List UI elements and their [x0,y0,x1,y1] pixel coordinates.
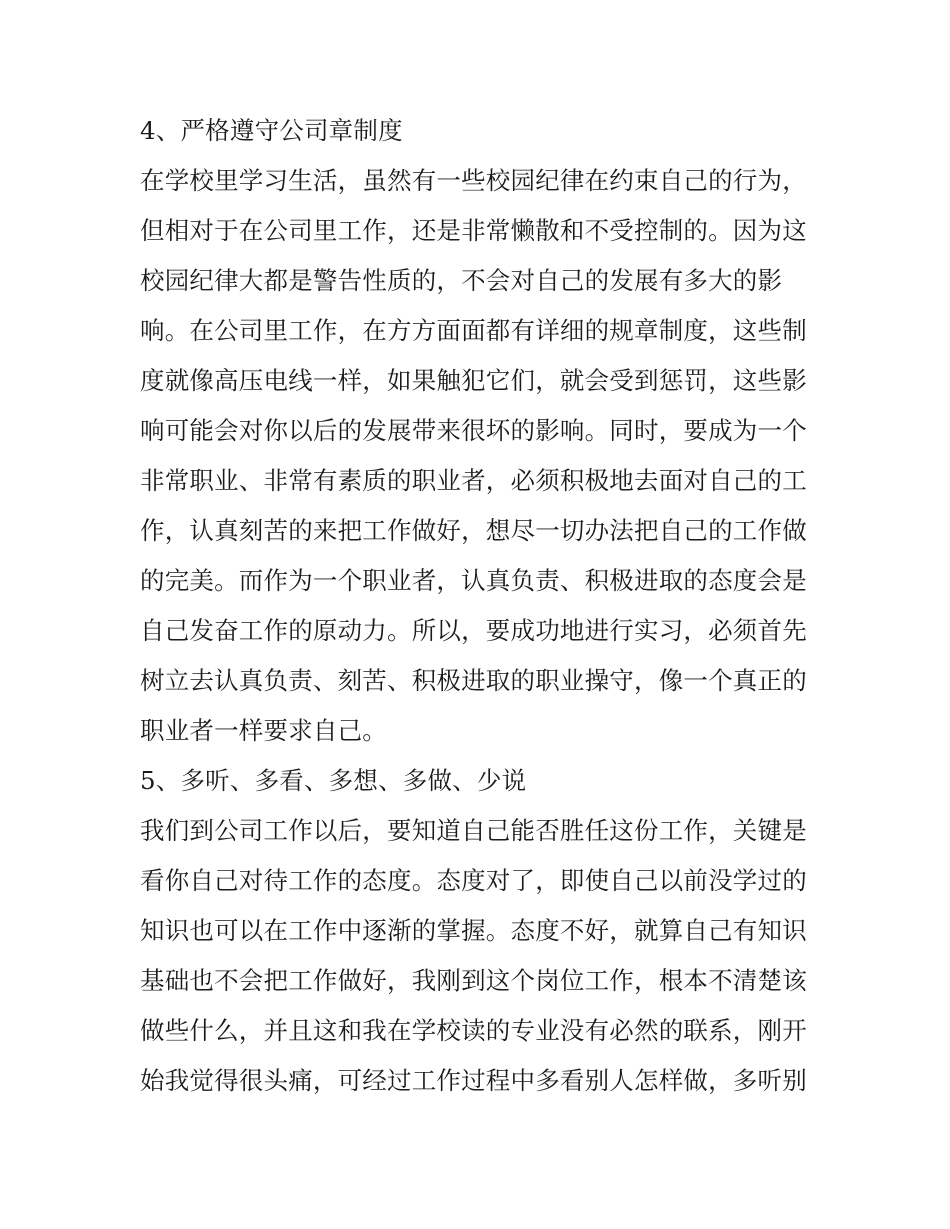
paragraph-line: 始我觉得很头痛，可经过工作过程中多看别人怎样做，多听别 [140,1066,807,1095]
paragraph-line: 职业者一样要求自己。 [140,716,387,745]
paragraph-line: 做些什么，并且这和我在学校读的专业没有必然的联系，刚开 [140,1016,807,1045]
document-body [140,106,820,1106]
paragraph-line: 非常职业、非常有素质的职业者，必须积极地去面对自己的工 [140,466,807,495]
paragraph-line: 在学校里学习生活，虽然有一些校园纪律在约束自己的行为， [140,166,807,195]
paragraph-line: 的完美。而作为一个职业者，认真负责、积极进取的态度会是 [140,566,807,595]
paragraph-line: 作，认真刻苦的来把工作做好，想尽一切办法把自己的工作做 [140,516,807,545]
paragraph-line: 树立去认真负责、刻苦、积极进取的职业操守，像一个真正的 [140,666,807,695]
section-heading-4: 4、严格遵守公司章制度 [140,116,403,145]
paragraph-line: 度就像高压电线一样，如果触犯它们，就会受到惩罚，这些影 [140,366,807,395]
paragraph-line: 自己发奋工作的原动力。所以，要成功地进行实习，必须首先 [140,616,807,645]
section-heading-5: 5、多听、多看、多想、多做、少说 [140,766,527,795]
paragraph-line: 基础也不会把工作做好，我刚到这个岗位工作，根本不清楚该 [140,966,807,995]
paragraph-line: 校园纪律大都是警告性质的，不会对自己的发展有多大的影 [140,266,783,295]
paragraph-line: 知识也可以在工作中逐渐的掌握。态度不好，就算自己有知识 [140,916,807,945]
paragraph-line: 看你自己对待工作的态度。态度对了，即使自己以前没学过的 [140,866,807,895]
paragraph-line: 我们到公司工作以后，要知道自己能否胜任这份工作，关键是 [140,816,807,845]
paragraph-line: 但相对于在公司里工作，还是非常懒散和不受控制的。因为这 [140,216,807,245]
paragraph-line: 响。在公司里工作，在方方面面都有详细的规章制度，这些制 [140,316,807,345]
paragraph-line: 响可能会对你以后的发展带来很坏的影响。同时，要成为一个 [140,416,807,445]
